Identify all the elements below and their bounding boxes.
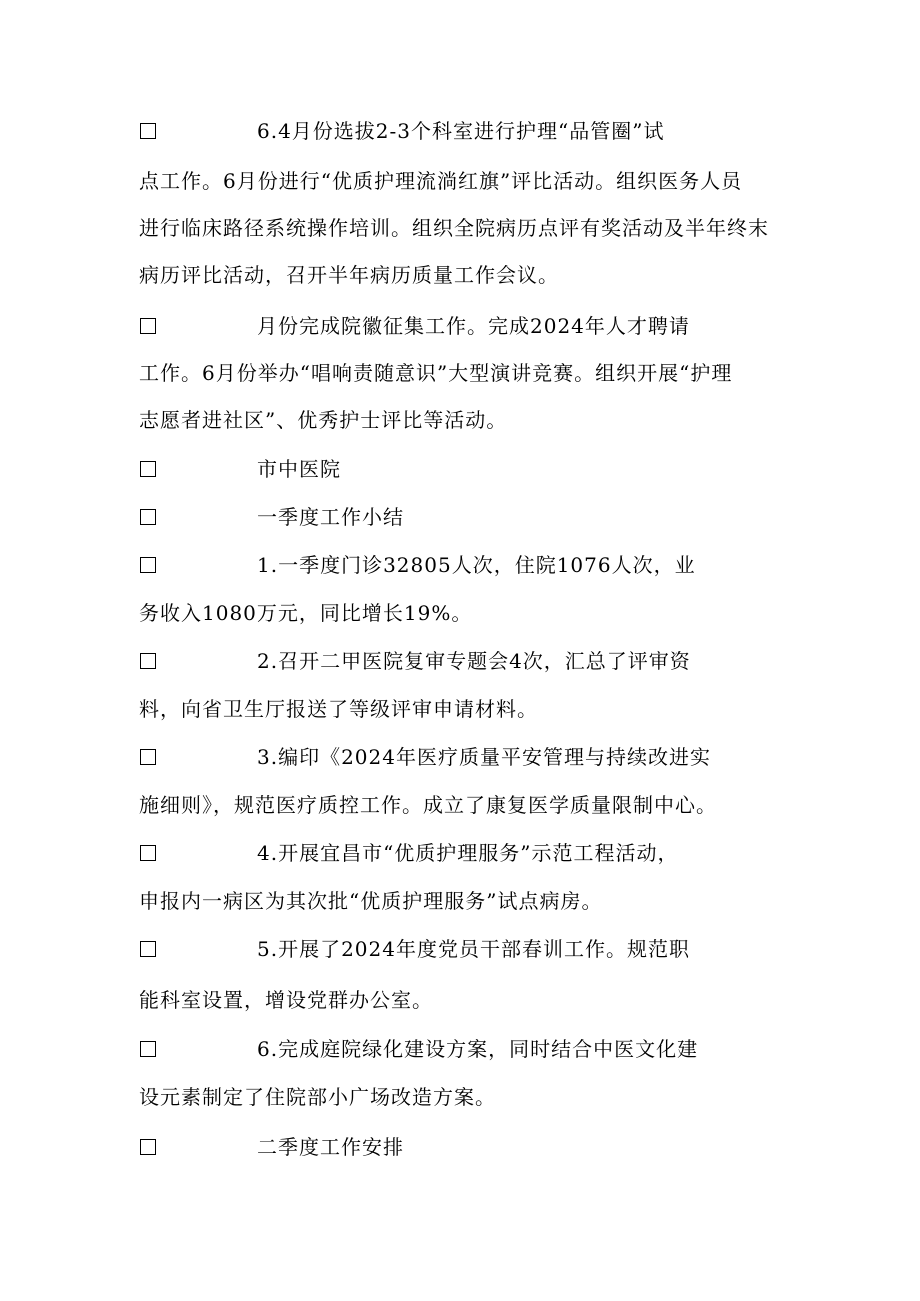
paragraph-line: 料，向省卫生厅报送了等级评审申请材料。	[139, 697, 538, 721]
checkbox-icon	[140, 557, 156, 573]
paragraph-line: 设元素制定了住院部小广场改造方案。	[139, 1085, 496, 1109]
checkbox-icon	[140, 1041, 156, 1057]
paragraph-first-line: 6.4月份选拔2-3个科室进行护理“品管圈”试	[257, 119, 665, 143]
paragraph-first-line: 6.完成庭院绿化建设方案，同时结合中医文化建	[257, 1037, 699, 1061]
paragraph-first-line: 5.开展了2024年度党员干部春训工作。规范职	[257, 937, 690, 961]
section-heading: 二季度工作安排	[257, 1135, 404, 1159]
checkbox-icon	[140, 318, 156, 334]
paragraph-first-line: 2.召开二甲医院复审专题会4次，汇总了评审资	[257, 649, 691, 673]
paragraph-first-line: 3.编印《2024年医疗质量平安管理与持续改进实	[257, 745, 711, 769]
checkbox-icon	[140, 941, 156, 957]
paragraph-line: 工作。6月份举办“唱响责随意识”大型演讲竞赛。组织开展“护理	[139, 361, 733, 385]
checkbox-icon	[140, 845, 156, 861]
checkbox-icon	[140, 749, 156, 765]
checkbox-icon	[140, 1139, 156, 1155]
paragraph-line: 志愿者进社区”、优秀护士评比等活动。	[139, 408, 508, 432]
checkbox-icon	[140, 509, 156, 525]
paragraph-first-line: 月份完成院徽征集工作。完成2024年人才聘请	[257, 314, 690, 338]
checkbox-icon	[140, 461, 156, 477]
paragraph-line: 务收入1080万元，同比增长19%。	[139, 601, 473, 625]
section-heading: 一季度工作小结	[257, 505, 404, 529]
paragraph-line: 能科室设置，增设党群办公室。	[139, 988, 433, 1012]
checkbox-icon	[140, 123, 156, 139]
paragraph-first-line: 4.开展宜昌市“优质护理服务”示范工程活动，	[257, 841, 679, 865]
checkbox-icon	[140, 653, 156, 669]
paragraph-line: 申报内一病区为其次批“优质护理服务”试点病房。	[139, 889, 603, 913]
paragraph-line: 点工作。6月份进行“优质护理流淌红旗”评比活动。组织医务人员	[139, 169, 743, 193]
paragraph-line: 进行临床路径系统操作培训。组织全院病历点评有奖活动及半年终末	[139, 216, 769, 240]
paragraph-line: 病历评比活动，召开半年病历质量工作会议。	[139, 263, 559, 287]
paragraph-line: 施细则》，规范医疗质控工作。成立了康复医学质量限制中心。	[139, 793, 717, 817]
section-heading: 市中医院	[257, 457, 341, 481]
paragraph-first-line: 1.一季度门诊32805人次，住院1076人次，业	[257, 553, 696, 577]
